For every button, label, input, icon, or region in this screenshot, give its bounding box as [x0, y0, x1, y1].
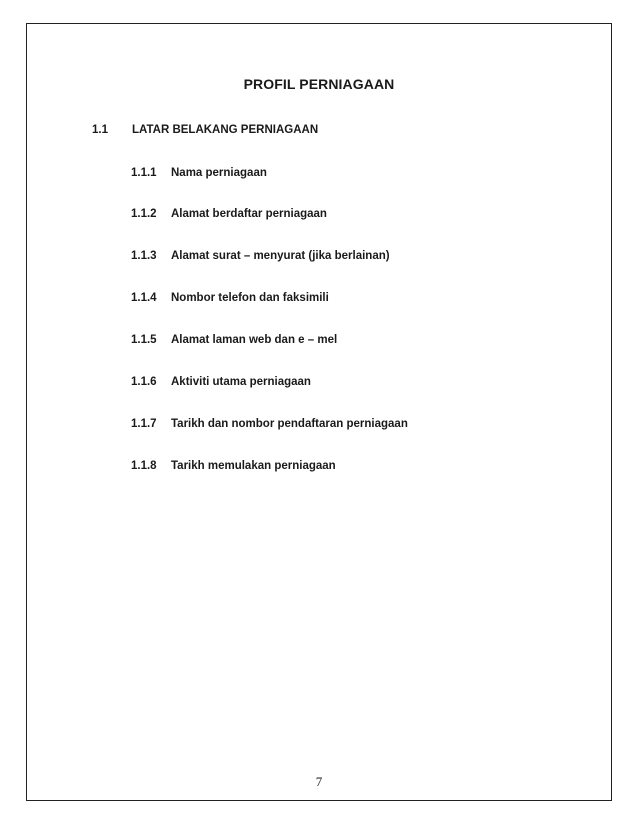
item-number: 1.1.5: [131, 334, 157, 346]
item-label: Tarikh memulakan perniagaan: [171, 460, 336, 472]
list-item: [131, 376, 311, 388]
item-number: 1.1.7: [131, 418, 157, 430]
item-number: 1.1.6: [131, 376, 157, 388]
list-item: [131, 334, 337, 346]
page-number: 7: [315, 774, 323, 789]
section-number: 1.1: [92, 124, 108, 136]
list-item: [131, 418, 408, 430]
list-item: [131, 250, 390, 262]
item-number: 1.1.8: [131, 460, 157, 472]
section-heading-label: LATAR BELAKANG PERNIAGAAN: [132, 124, 319, 136]
item-number: 1.1.1: [131, 167, 157, 179]
item-number: 1.1.3: [131, 250, 157, 262]
item-label: Alamat laman web dan e – mel: [171, 334, 338, 346]
list-item: [131, 208, 327, 220]
item-label: Alamat berdaftar perniagaan: [171, 208, 327, 220]
item-number: 1.1.2: [131, 208, 157, 220]
item-label: Tarikh dan nombor pendaftaran perniagaan: [171, 418, 408, 430]
list-item: [131, 292, 329, 304]
item-label: Nombor telefon dan faksimili: [171, 292, 329, 304]
list-item: [131, 167, 267, 179]
page-title: PROFIL PERNIAGAAN: [243, 76, 395, 92]
item-label: Nama perniagaan: [171, 167, 267, 179]
item-number: 1.1.4: [131, 292, 157, 304]
list-item: [131, 460, 336, 472]
item-label: Aktiviti utama perniagaan: [171, 376, 311, 388]
item-label: Alamat surat – menyurat (jika berlainan): [171, 250, 390, 262]
page-border: [26, 23, 612, 801]
section-heading: [92, 124, 318, 136]
